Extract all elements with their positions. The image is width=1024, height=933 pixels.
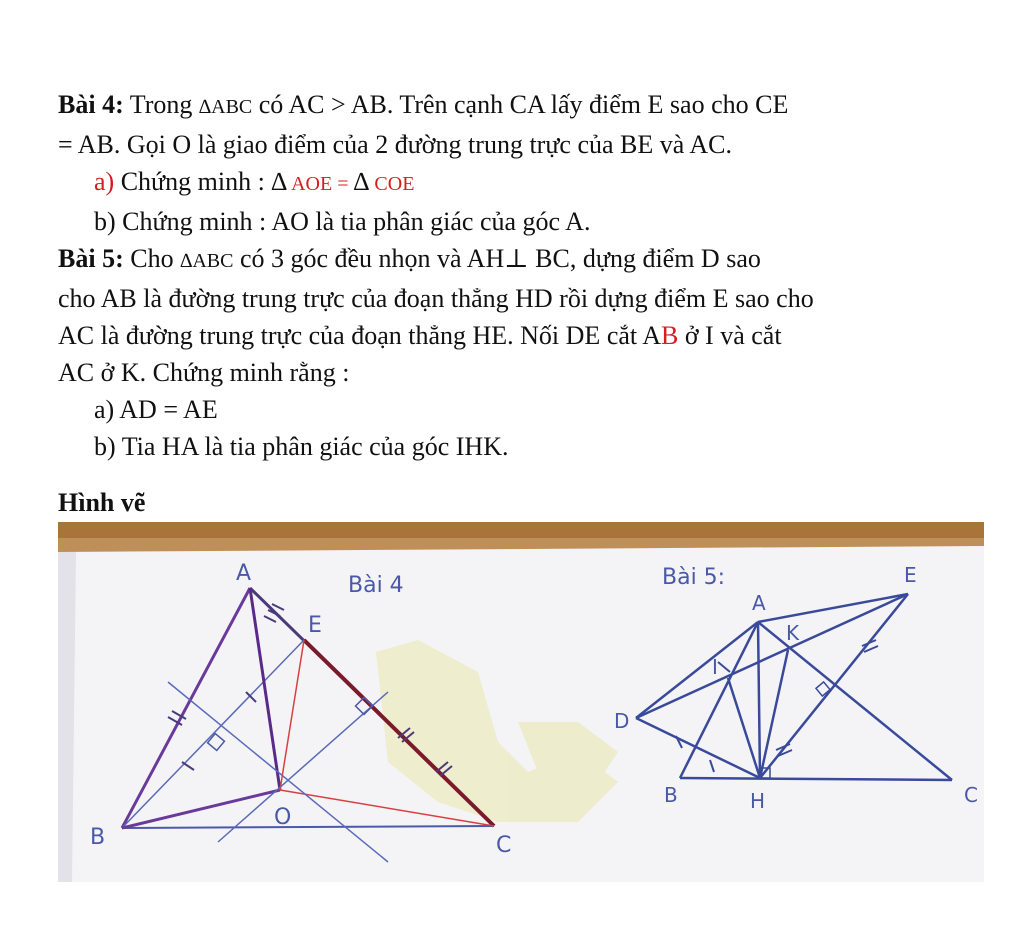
- label5-D: D: [614, 709, 630, 733]
- label4-A: A: [236, 561, 252, 586]
- bai5-line2: cho AB là đường trung trực của đoạn thẳng HD rồi dựng điểm E sao cho: [58, 284, 814, 313]
- label4-B: B: [90, 825, 106, 850]
- figure-sketch: [58, 522, 984, 882]
- fig4-title: Bài 4: [348, 573, 404, 598]
- bai5-label: Bài 5:: [58, 244, 124, 273]
- label5-C: C: [964, 783, 978, 807]
- label4-O: O: [274, 805, 292, 830]
- bai5-line4: AC ở K. Chứng minh rằng :: [58, 358, 350, 387]
- label4-E: E: [308, 613, 322, 638]
- bai4-part-b: b) Chứng minh : AO là tia phân giác của góc A.: [94, 207, 591, 236]
- bai5-line3: AC là đường trung trực của đoạn thẳng HE. Nối DE cắt AB ở I và cắt: [58, 321, 782, 350]
- figure-heading: Hình vẽ: [58, 488, 146, 517]
- bai5-part-b: b) Tia HA là tia phân giác của góc IHK.: [94, 432, 509, 461]
- label4-C: C: [496, 833, 512, 858]
- bai5-line1: Bài 5: Cho ∆ABC có 3 góc đều nhọn và AH⊥ BC, dựng điểm D sao: [58, 244, 761, 273]
- figure-photo: [58, 522, 984, 882]
- bai5-part-a: a) AD = AE: [94, 395, 218, 424]
- bai4-part-a: a) Chứng minh : ∆ AOE = ∆ COE: [94, 167, 415, 196]
- paper-sheet: [58, 538, 984, 882]
- fig5-title: Bài 5:: [662, 565, 726, 590]
- label5-B: B: [664, 783, 678, 807]
- label5-H: H: [750, 789, 766, 813]
- bai4-line1: Bài 4: Trong ∆ABC có AC > AB. Trên cạnh CA lấy điểm E sao cho CE: [58, 90, 789, 119]
- document-body: [58, 86, 988, 465]
- label5-K: K: [786, 621, 800, 645]
- label5-E: E: [904, 563, 917, 587]
- label5-I: I: [712, 655, 718, 679]
- bai4-line2: = AB. Gọi O là giao điểm của 2 đường trung trực của BE và AC.: [58, 130, 732, 159]
- bai4-label: Bài 4:: [58, 90, 124, 119]
- label5-A: A: [752, 591, 766, 615]
